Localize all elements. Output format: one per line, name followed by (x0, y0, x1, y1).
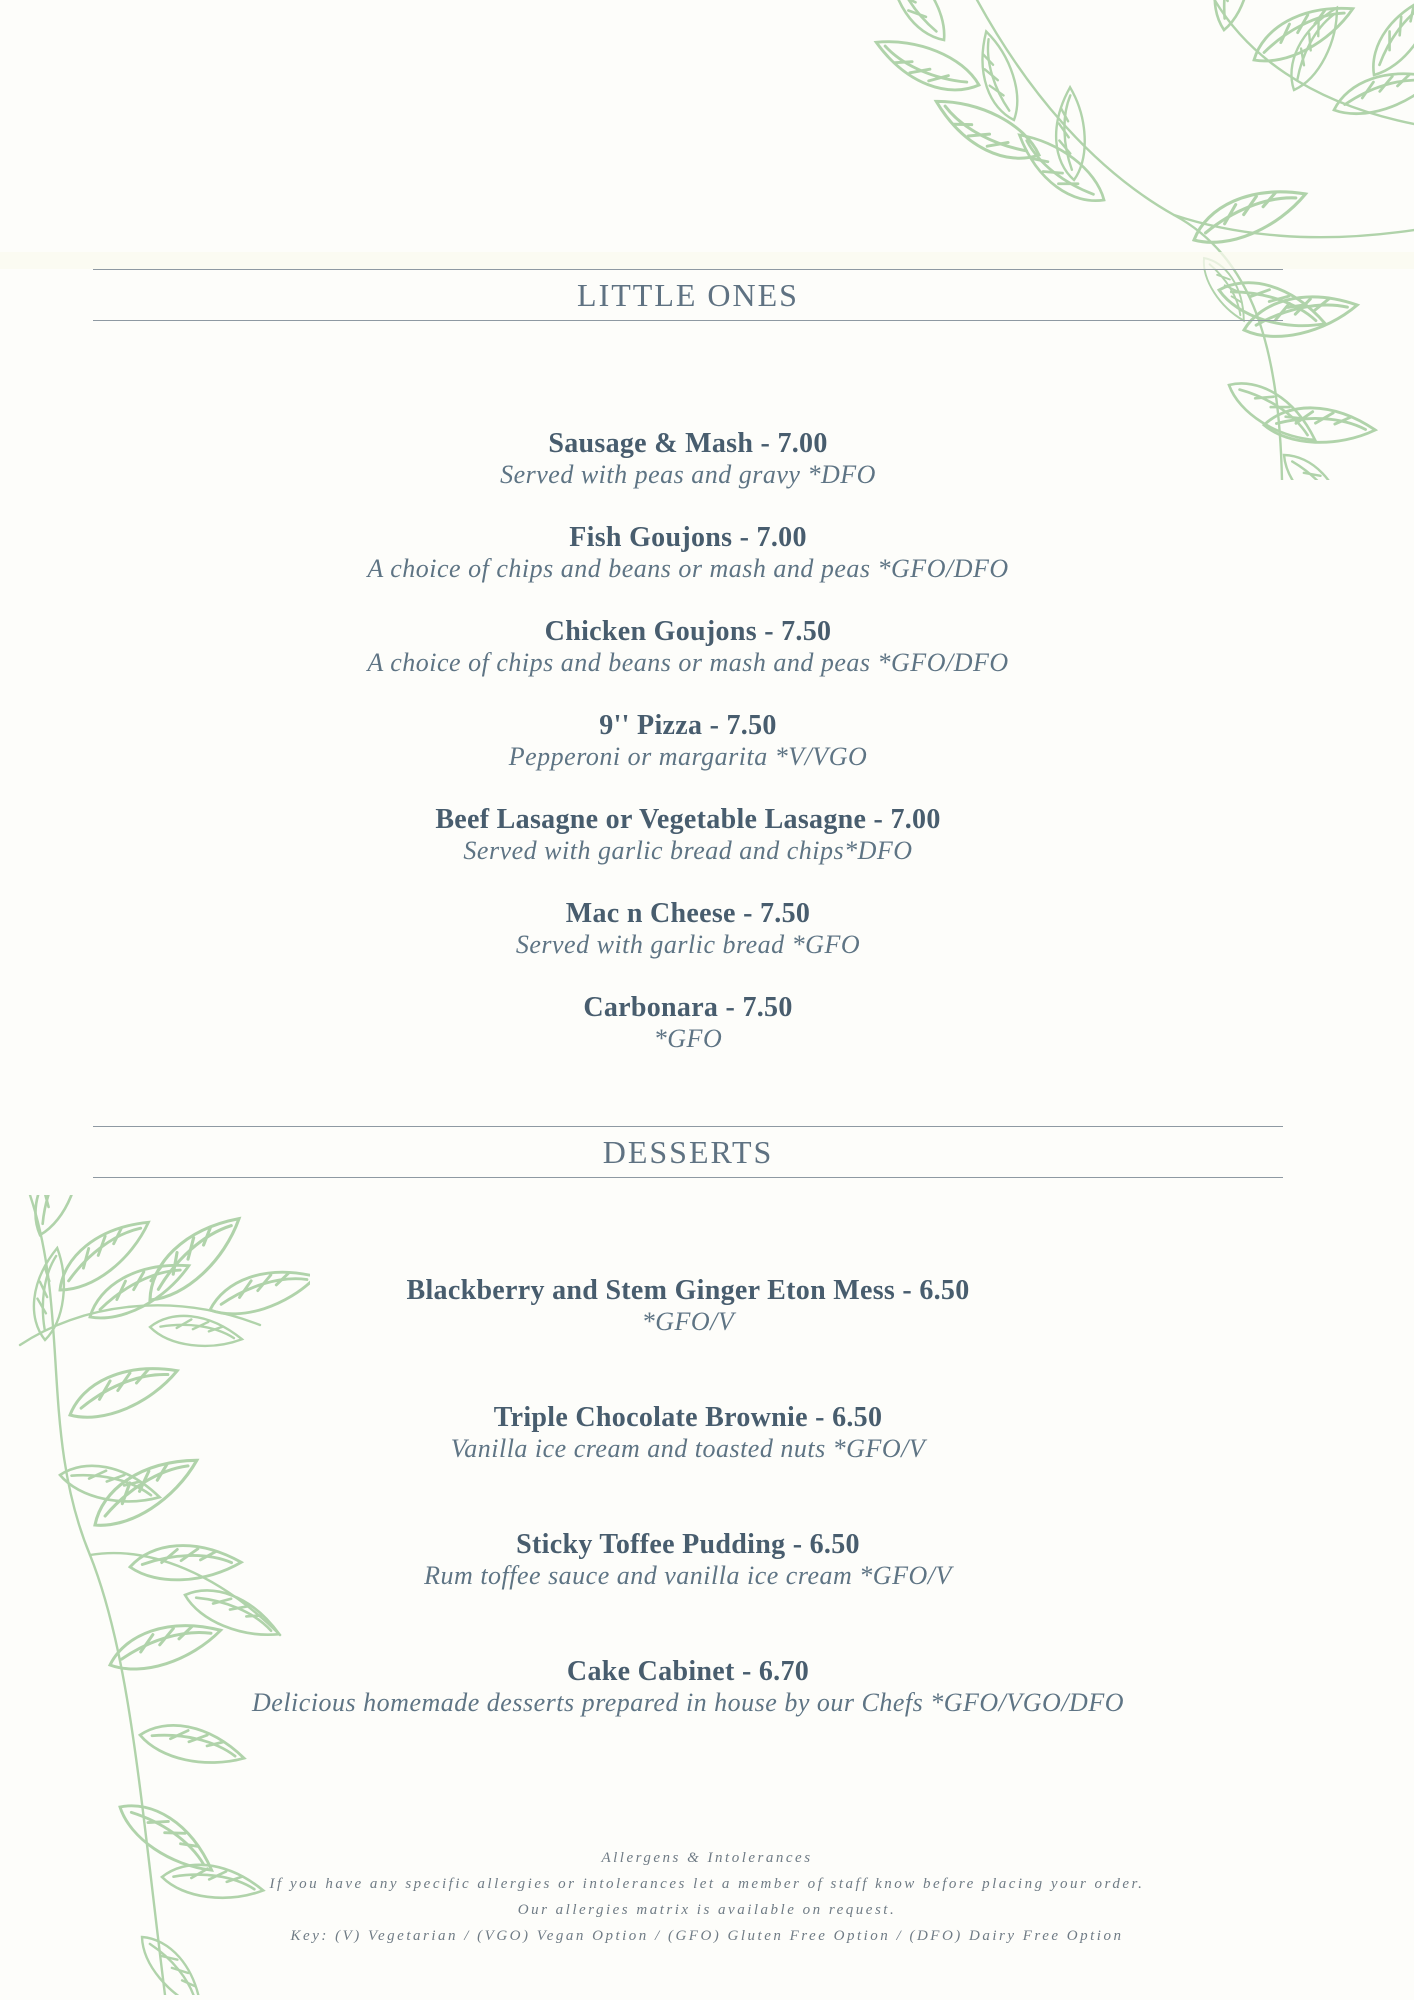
menu-item-description: Vanilla ice cream and toasted nuts *GFO/V (450, 1434, 926, 1463)
menu-item-name-price: Sausage & Mash - 7.00 (548, 428, 828, 459)
menu-item-description: Pepperoni or margarita *V/VGO (508, 742, 868, 771)
menu-item (93, 428, 1283, 490)
menu-item-name-price: Carbonara - 7.50 (583, 992, 793, 1023)
allergen-heading: Allergens & Intolerances (601, 1850, 813, 1866)
section-title: LITTLE ONES (577, 277, 799, 313)
section-header-rule (93, 269, 1283, 321)
menu-item (93, 616, 1283, 678)
menu-item (93, 1656, 1283, 1718)
menu-item-description: *GFO/V (641, 1307, 735, 1336)
section-title: DESSERTS (602, 1134, 774, 1170)
menu-items-list (93, 428, 1283, 1054)
menu-item-description: Served with garlic bread *GFO (515, 930, 861, 959)
menu-item (93, 710, 1283, 772)
section-header-rule (93, 1126, 1283, 1178)
menu-item-name-price: Beef Lasagne or Vegetable Lasagne - 7.00 (435, 804, 941, 835)
section-little-ones (93, 269, 1283, 1086)
menu-item-name-price: Sticky Toffee Pudding - 6.50 (516, 1529, 860, 1560)
menu-items-list (93, 1275, 1283, 1718)
menu-item-description: A choice of chips and beans or mash and peas *GFO/DFO (367, 648, 1009, 677)
menu-item (93, 1402, 1283, 1464)
menu-item-name-price: Blackberry and Stem Ginger Eton Mess - 6.50 (406, 1275, 970, 1306)
allergen-footer (0, 1845, 1414, 1949)
menu-item (93, 992, 1283, 1054)
section-desserts (93, 1126, 1283, 1783)
allergen-line-2: Our allergies matrix is available on request. (517, 1902, 897, 1918)
menu-item-description: A choice of chips and beans or mash and peas *GFO/DFO (367, 554, 1009, 583)
menu-item-description: *GFO (653, 1024, 723, 1053)
menu-item-description: Served with garlic bread and chips*DFO (463, 836, 913, 865)
menu-item (93, 898, 1283, 960)
menu-item-description: Served with peas and gravy *DFO (500, 460, 876, 489)
menu-item-name-price: 9'' Pizza - 7.50 (599, 710, 777, 741)
menu-item-name-price: Triple Chocolate Brownie - 6.50 (493, 1402, 883, 1433)
menu-item-name-price: Fish Goujons - 7.00 (569, 522, 807, 553)
allergen-line-1: If you have any specific allergies or intolerances let a member of staff know before placing your order. (269, 1876, 1145, 1892)
allergen-key-line: Key: (V) Vegetarian / (VGO) Vegan Option / (GFO) Gluten Free Option / (DFO) Dairy Free Option (290, 1928, 1124, 1944)
menu-item-name-price: Mac n Cheese - 7.50 (565, 898, 811, 929)
menu-item-description: Delicious homemade desserts prepared in house by our Chefs *GFO/VGO/DFO (252, 1688, 1124, 1717)
menu-item (93, 804, 1283, 866)
menu-item (93, 1529, 1283, 1591)
menu-item-description: Rum toffee sauce and vanilla ice cream *GFO/V (424, 1561, 952, 1590)
menu-item-name-price: Cake Cabinet - 6.70 (566, 1656, 810, 1687)
header-highlight-band (0, 252, 1414, 269)
menu-item (93, 522, 1283, 584)
menu-item-name-price: Chicken Goujons - 7.50 (544, 616, 832, 647)
menu-item (93, 1275, 1283, 1337)
